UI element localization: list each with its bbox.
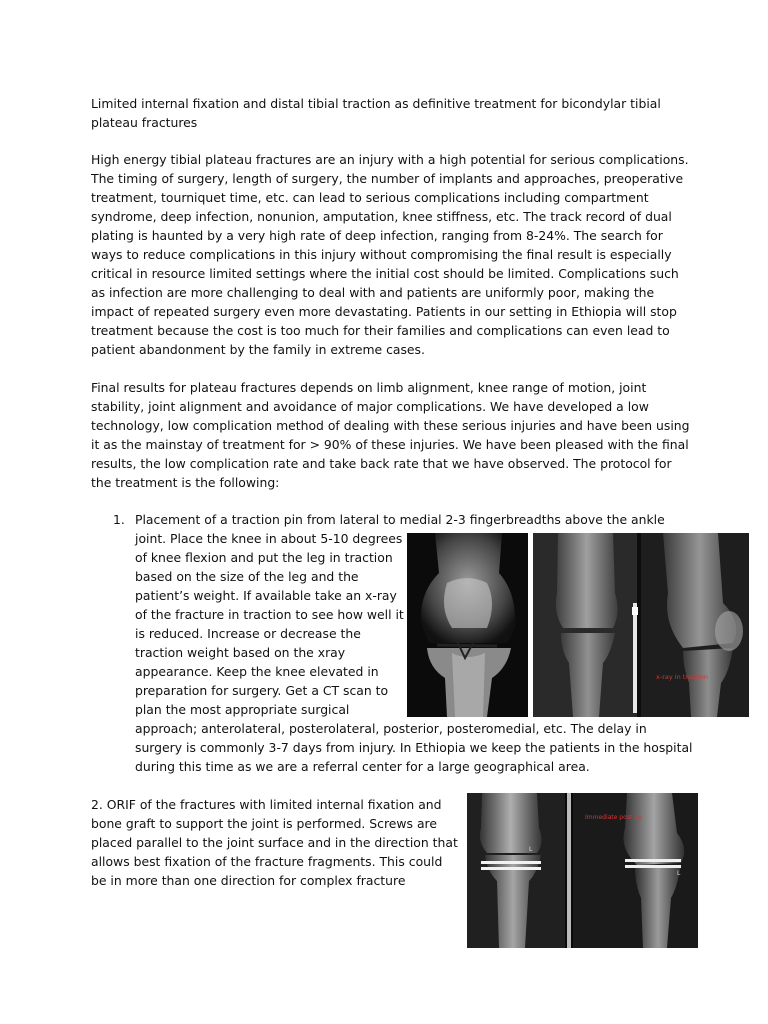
- xray-postop-label: Immediate post-op: [585, 814, 642, 821]
- step1-number: 1.: [113, 512, 125, 527]
- step1-continued-text: approach; anterolateral, posterolateral, posterior, posteromedial, etc. The delay in surgery is commonly 3-7 days from injury. In Ethiopia we keep the patients in the hospital during this time as we are a referral center for a large geographical area.: [135, 721, 693, 774]
- traction-xray-image: [533, 533, 749, 717]
- ct-scan-image: [407, 533, 528, 717]
- step2-paragraph: 2. ORIF of the fractures with limited internal fixation and bone graft to support the joint is performed. Screws are placed parallel to the joint surface and in the direction that allows best fixation of the fracture fragments. This could be in more than one direction for complex fracture: [91, 797, 458, 888]
- results-paragraph: Final results for plateau fractures depends on limb alignment, knee range of motion, joint stability, joint alignment and avoidance of major complications. We have developed a low technology, low complication method of dealing with these serious injuries and have been using it as the mainstay of treatment for > 90% of these injuries. We have been pleased with the final results, the low complication rate and take back rate that we have observed. The protocol for the treatment is the following:: [91, 380, 690, 490]
- xray-traction-label: x-ray in traction: [656, 673, 708, 681]
- xray-marker-right: L: [677, 870, 681, 877]
- document-title: Limited internal fixation and distal tibial traction as definitive treatment for bicondylar tibial plateau fractures: [91, 96, 661, 130]
- step1-wrapped-text: joint. Place the knee in about 5-10 degrees of knee flexion and put the leg in traction based on the size of the leg and the patient’s weight. If available take an x-ray of the fracture in traction to see how well it is reduced. Increase or decrease the traction weight based on the xray appearance. Keep the knee elevated in preparation for surgery. Get a CT scan to plan the most appropriate surgical: [135, 531, 404, 717]
- step1-first-line: Placement of a traction pin from lateral to medial 2-3 fingerbreadths above the ankle: [135, 512, 665, 527]
- xray-marker-left: L: [529, 846, 533, 853]
- intro-paragraph: High energy tibial plateau fractures are an injury with a high potential for serious complications. The timing of surgery, length of surgery, the number of implants and approaches, preoperative treatment, tourniquet time, etc. can lead to serious complications including compartment syndrome, deep infection, nonunion, amputation, knee stiffness, etc. The track record of dual plating is haunted by a very high rate of deep infection, ranging from 8-24%. The search for ways to reduce complications in this injury without compromising the final result is especially critical in resource limited settings where the initial cost should be limited. Complications such as infection are more challenging to deal with and patients are uniformly poor, making the impact of repeated surgery even more devastating. Patients in our setting in Ethiopia will stop treatment because the cost is too much for their families and complications can even lead to patient abandonment by the family in extreme cases.: [91, 152, 689, 357]
- postop-xray-image: [467, 793, 698, 948]
